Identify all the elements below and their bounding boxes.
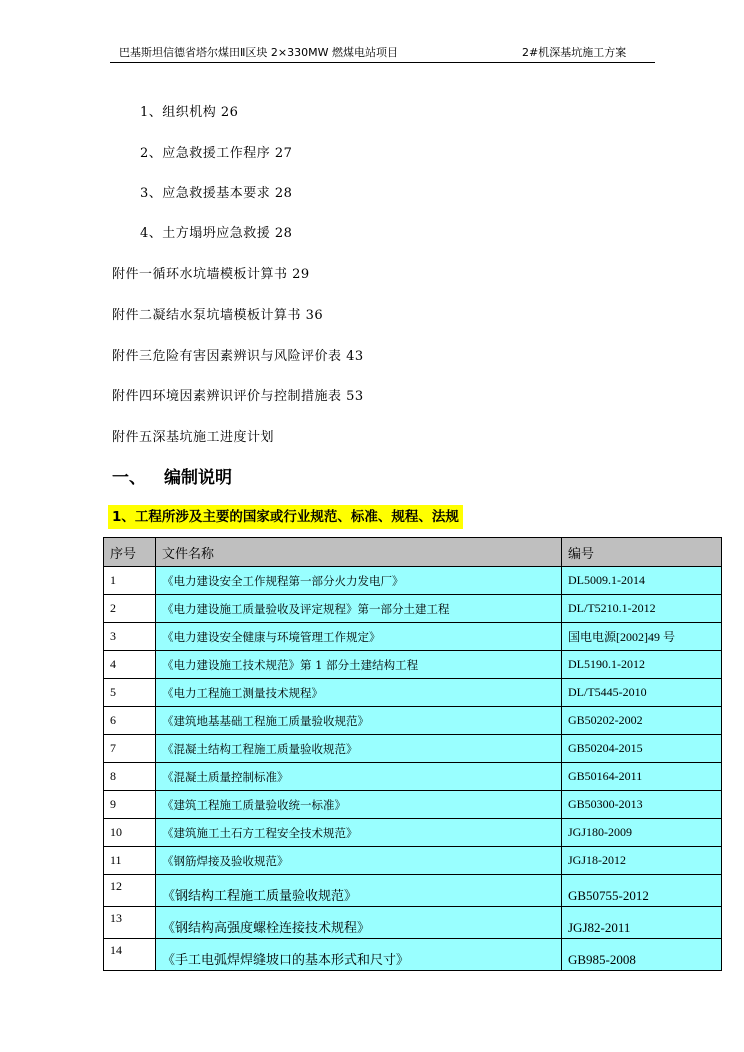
row-standard-code: JGJ180-2009 [562,819,722,847]
page-header [0,44,744,60]
row-standard-code: GB50300-2013 [562,791,722,819]
row-standard-code: GB50164-2011 [562,763,722,791]
row-seq: 12 [104,875,156,907]
section-number: 一、 [112,468,146,488]
row-standard-code: DL5190.1-2012 [562,651,722,679]
row-document-name: 《钢筋焊接及验收规范》 [156,847,562,875]
table-row [104,763,722,791]
table-row [104,567,722,595]
row-standard-code: 国电电源[2002]49 号 [562,623,722,651]
row-document-name: 《建筑工程施工质量验收统一标准》 [156,791,562,819]
toc-item[interactable]: 附件一循环水坑墙模板计算书 29 [112,267,310,282]
row-seq: 10 [104,819,156,847]
row-document-name: 《混凝土结构工程施工质量验收规范》 [156,735,562,763]
row-document-name: 《电力建设安全工作规程第一部分火力发电厂》 [156,567,562,595]
row-document-name: 《混凝土质量控制标准》 [156,763,562,791]
row-seq: 6 [104,707,156,735]
toc-item[interactable]: 附件五深基坑施工进度计划 [112,430,275,445]
row-seq: 5 [104,679,156,707]
table-header-row [104,538,722,567]
table-row [104,623,722,651]
row-seq: 13 [104,907,156,939]
row-document-name: 《建筑施工土石方工程安全技术规范》 [156,819,562,847]
row-seq: 8 [104,763,156,791]
row-seq: 7 [104,735,156,763]
table-row [104,847,722,875]
table-row [104,595,722,623]
subsection-heading: 1、工程所涉及主要的国家或行业规范、标准、规程、法规 [108,505,463,529]
table-row [104,791,722,819]
row-document-name: 《建筑地基基础工程施工质量验收规范》 [156,707,562,735]
row-standard-code: GB50204-2015 [562,735,722,763]
header-project-title: 巴基斯坦信德省塔尔煤田Ⅱ区块 2×330MW 燃煤电站项目 [119,46,398,59]
toc-item[interactable]: 2、应急救援工作程序 27 [140,146,293,161]
row-document-name: 《电力工程施工测量技术规程》 [156,679,562,707]
row-document-name: 《手工电弧焊焊缝坡口的基本形式和尺寸》 [156,939,562,971]
table-row [104,735,722,763]
standards-table [103,537,722,971]
header-divider [110,62,655,63]
toc-item[interactable]: 4、土方塌坍应急救援 28 [140,226,293,241]
row-standard-code: GB50202-2002 [562,707,722,735]
table-row [104,907,722,939]
toc-item[interactable]: 1、组织机构 26 [140,105,239,120]
row-seq: 4 [104,651,156,679]
row-seq: 2 [104,595,156,623]
toc-item[interactable]: 附件三危险有害因素辨识与风险评价表 43 [112,349,364,364]
table-row [104,679,722,707]
row-standard-code: DL/T5445-2010 [562,679,722,707]
section-heading [112,463,232,488]
row-seq: 14 [104,939,156,971]
row-standard-code: GB985-2008 [562,939,722,971]
toc-item[interactable]: 3、应急救援基本要求 28 [140,186,293,201]
table-row [104,939,722,971]
row-standard-code: DL/T5210.1-2012 [562,595,722,623]
row-seq: 3 [104,623,156,651]
row-seq: 1 [104,567,156,595]
row-standard-code: DL5009.1-2014 [562,567,722,595]
table-row [104,819,722,847]
row-document-name: 《电力建设施工技术规范》第 1 部分土建结构工程 [156,651,562,679]
table-row [104,875,722,907]
table-row [104,651,722,679]
row-document-name: 《钢结构高强度螺栓连接技术规程》 [156,907,562,939]
toc-item[interactable]: 附件四环境因素辨识评价与控制措施表 53 [112,389,364,404]
column-header-name: 文件名称 [156,538,562,567]
header-document-title: 2#机深基坑施工方案 [522,46,627,59]
column-header-seq: 序号 [104,538,156,567]
section-title: 编制说明 [164,468,232,488]
row-standard-code: JGJ82-2011 [562,907,722,939]
column-header-code: 编号 [562,538,722,567]
row-seq: 11 [104,847,156,875]
row-standard-code: JGJ18-2012 [562,847,722,875]
row-document-name: 《电力建设安全健康与环境管理工作规定》 [156,623,562,651]
row-seq: 9 [104,791,156,819]
row-standard-code: GB50755-2012 [562,875,722,907]
table-row [104,707,722,735]
row-document-name: 《钢结构工程施工质量验收规范》 [156,875,562,907]
row-document-name: 《电力建设施工质量验收及评定规程》第一部分土建工程 [156,595,562,623]
toc-item[interactable]: 附件二凝结水泵坑墙模板计算书 36 [112,308,324,323]
